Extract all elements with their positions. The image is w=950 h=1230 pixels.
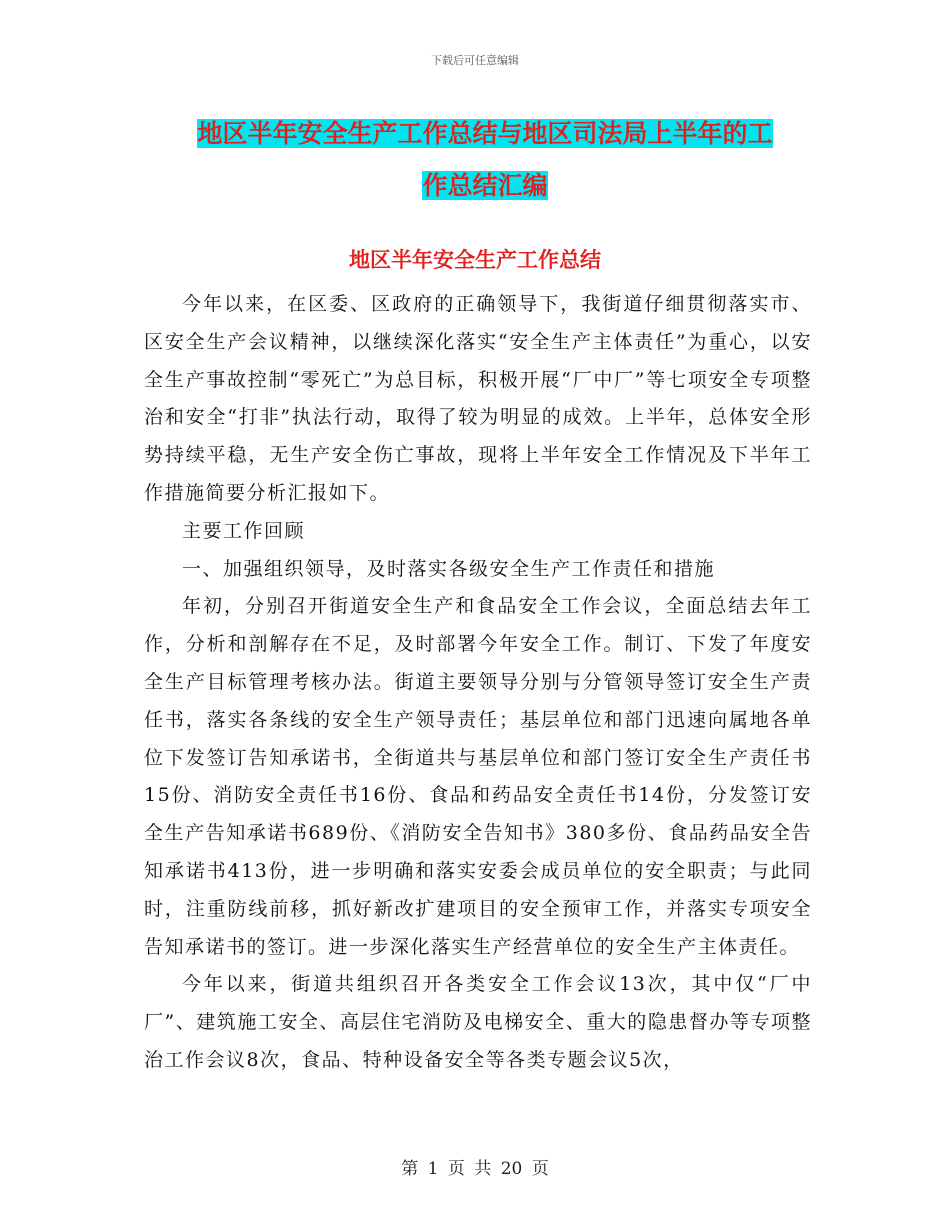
page-number-footer: 第 1 页 共 20 页 <box>401 1159 549 1179</box>
paragraph-subheading: 主要工作回顾 <box>182 519 306 542</box>
paragraph-meetings: 今年以来，街道共组织召开各类安全工作会议13次，其中仅“厂中厂”、建筑施工安全、高层住宅消防及电梯安全、重大的隐患督办等专项整治工作会议8次，食品、特种设备安全等各类专题会议5次， <box>144 973 812 1071</box>
document-title-line-1: 地区半年安全生产工作总结与地区司法局上半年的工 <box>197 119 773 148</box>
paragraph-heading-one: 一、加强组织领导，及时落实各级安全生产工作责任和措施 <box>182 557 716 580</box>
document-title <box>150 108 820 212</box>
page-header-note: 下载后可任意编辑 <box>431 54 519 67</box>
section-title: 地区半年安全生产工作总结 <box>349 247 601 272</box>
paragraph-intro: 今年以来，在区委、区政府的正确领导下，我街道仔细贯彻落实市、区安全生产会议精神，以继续深化落实“安全生产主体责任”为重心，以安全生产事故控制“零死亡”为总目标，积极开展“厂中厂”等七项安全专项整治和安全“打非”执法行动，取得了较为明显的成效。上半年，总体安全形势持续平稳，无生产安全伤亡事故，现将上半年安全工作情况及下半年工作措施简要分析汇报如下。 <box>144 293 812 504</box>
document-title-line-2: 作总结汇编 <box>422 171 548 200</box>
paragraph-responsibility: 年初，分别召开街道安全生产和食品安全工作会议，全面总结去年工作，分析和剖解存在不足，及时部署今年安全工作。制订、下发了年度安全生产目标管理考核办法。街道主要领导分别与分管领导签订安全生产责任书，落实各条线的安全生产领导责任；基层单位和部门迅速向属地各单位下发签订告知承诺书，全街道共与基层单位和部门签订安全生产责任书15份、消防安全责任书16份、食品和药品安全责任书14份，分发签订安全生产告知承诺书689份、《消防安全告知书》380多份、食品药品安全告知承诺书413份，进一步明确和落实安委会成员单位的安全职责；与此同时，注重防线前移，抓好新改扩建项目的安全预审工作，并落实专项安全告知承诺书的签订。进一步深化落实生产经营单位的安全生产主体责任。 <box>144 595 812 958</box>
document-body <box>144 286 812 1080</box>
